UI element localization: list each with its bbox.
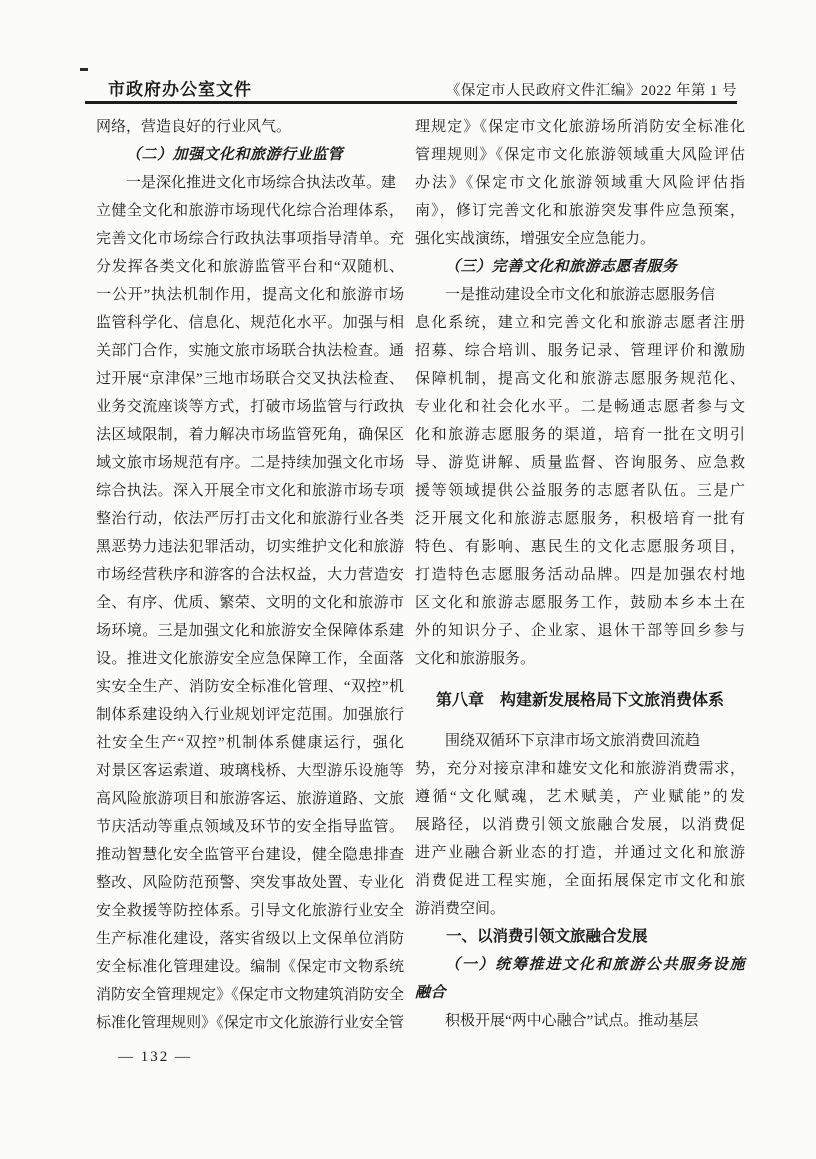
text-line: 安全标准化管理建设。编制《保定市文物系统 — [96, 959, 404, 975]
text-line: 设。推进文化旅游安全应急保障工作，全面落 — [96, 651, 404, 667]
text-line: 围绕双循环下京津市场文旅消费回流趋 — [445, 733, 701, 749]
text-line: 南》，修订完善文化和旅游突发事件应急预案， — [415, 203, 745, 219]
left-column — [96, 113, 404, 1037]
text-line: 理规定》《保定市文化旅游场所消防安全标准化 — [415, 119, 745, 135]
text-line: 完善文化市场综合行政执法事项指导清单。充 — [96, 231, 404, 247]
scan-artifact — [80, 68, 88, 71]
text-line: 强化实战演练，增强安全应急能力。 — [415, 231, 656, 247]
text-line: 管理规则》《保定市文化旅游领域重大风险评估 — [415, 147, 745, 163]
text-line: 区文化和旅游志愿服务工作，鼓励本乡本土在 — [415, 595, 745, 611]
text-line: 文化和旅游服务。 — [415, 651, 536, 667]
text-line: 一是推动建设全市文化和旅游志愿服务信 — [445, 287, 716, 303]
text-line: 援等领域提供公益服务的志愿者队伍。三是广 — [415, 483, 745, 499]
text-line: 势，充分对接京津和雄安文化和旅游消费需求， — [415, 761, 745, 777]
text-line: 节庆活动等重点领域及环节的安全指导监管。 — [96, 819, 404, 835]
text-line: 制体系建设纳入行业规划评定范围。加强旅行 — [96, 707, 404, 723]
text-line: 法区域限制，着力解决市场监管死角，确保区 — [96, 427, 404, 443]
header-divider — [85, 101, 737, 104]
text-line: 一公开”执法机制作用，提高文化和旅游市场 — [96, 287, 404, 303]
text-line: 整治行动，依法严厉打击文化和旅游行业各类 — [96, 511, 404, 527]
text-line: 域文旅市场规范有序。二是持续加强文化市场 — [96, 455, 404, 471]
text-line: 场环境。三是加强文化和旅游安全保障体系建 — [96, 623, 404, 639]
text-line: 特色、有影响、惠民生的文化志愿服务项目， — [415, 539, 745, 555]
text-line: 一是深化推进文化市场综合执法改革。建 — [126, 175, 397, 191]
text-line: （一）统筹推进文化和旅游公共服务设施 — [445, 957, 745, 973]
text-line: （三）完善文化和旅游志愿者服务 — [445, 259, 678, 275]
text-line: 保障机制，提高文化和旅游志愿服务规范化、 — [415, 371, 745, 387]
text-line: 关部门合作，实施文旅市场联合执法检查。通 — [96, 343, 404, 359]
text-line: 一、以消费引领文旅融合发展 — [446, 928, 648, 945]
text-line: 实安全生产、消防安全标准化管理、“双控”机 — [96, 679, 404, 695]
text-line: 外的知识分子、企业家、退休干部等回乡参与 — [415, 623, 745, 639]
text-line: 融合 — [415, 985, 447, 1001]
header-left-title: 市政府办公室文件 — [108, 80, 252, 99]
text-line: 对景区客运索道、玻璃栈桥、大型游乐设施等 — [96, 763, 404, 779]
text-line: 市场经营秩序和游客的合法权益，大力营造安 — [96, 567, 404, 583]
text-line: 消费促进工程实施，全面拓展保定市文化和旅 — [415, 873, 745, 889]
text-line: 社安全生产“双控”机制体系健康运行，强化 — [96, 735, 404, 751]
text-line: 展路径，以消费引领文旅融合发展，以消费促 — [415, 817, 745, 833]
text-line: 游消费空间。 — [415, 901, 506, 917]
text-line: 第八章 构建新发展格局下文旅消费体系 — [435, 692, 724, 709]
text-line: 监管科学化、信息化、规范化水平。加强与相 — [96, 315, 404, 331]
text-line: 专业化和社会化水平。二是畅通志愿者参与文 — [415, 399, 745, 415]
text-line: 安全救援等防控体系。引导文化旅游行业安全 — [96, 903, 404, 919]
text-line: （二）加强文化和旅游行业监管 — [126, 147, 344, 163]
text-line: 立健全文化和旅游市场现代化综合治理体系， — [96, 203, 404, 219]
text-line: 办法》《保定市文化旅游领域重大风险评估指 — [415, 175, 745, 191]
text-line: 遵循“文化赋魂，艺术赋美，产业赋能”的发 — [415, 789, 745, 805]
text-line: 消防安全管理规定》《保定市文物建筑消防安全 — [96, 987, 404, 1003]
text-line: 全、有序、优质、繁荣、文明的文化和旅游市 — [96, 595, 404, 611]
text-line: 泛开展文化和旅游志愿服务，积极培育一批有 — [415, 511, 745, 527]
text-line: 导、游览讲解、质量监督、咨询服务、应急救 — [415, 455, 745, 471]
text-line: 积极开展“两中心融合”试点。推动基层 — [445, 1013, 699, 1029]
text-line: 网络，营造良好的行业风气。 — [96, 119, 292, 135]
text-line: 进产业融合新业态的打造，并通过文化和旅游 — [415, 845, 745, 861]
text-line: 息化系统，建立和完善文化和旅游志愿者注册 — [415, 315, 745, 331]
text-line: 过开展“京津保”三地市场联合交叉执法检查、 — [96, 371, 404, 387]
text-line: 综合执法。深入开展全市文化和旅游市场专项 — [96, 483, 404, 499]
text-line: 业务交流座谈等方式，打破市场监管与行政执 — [96, 399, 404, 415]
right-column — [415, 113, 745, 1035]
text-line: 整改、风险防范预警、突发事故处置、专业化 — [96, 875, 404, 891]
text-line: 招募、综合培训、服务记录、管理评价和激励 — [415, 343, 745, 359]
text-line: 打造特色志愿服务活动品牌。四是加强农村地 — [415, 567, 745, 583]
page-number: — 132 — — [118, 1049, 192, 1065]
text-line: 分发挥各类文化和旅游监管平台和“双随机、 — [96, 259, 404, 275]
text-line: 生产标准化建设，落实省级以上文保单位消防 — [96, 931, 404, 947]
text-line: 化和旅游志愿服务的渠道，培育一批在文明引 — [415, 427, 745, 443]
text-line: 高风险旅游项目和旅游客运、旅游道路、文旅 — [96, 791, 404, 807]
header-right-title: 《保定市人民政府文件汇编》2022 年第 1 号 — [445, 83, 737, 99]
text-line: 标准化管理规则》《保定市文化旅游行业安全管 — [96, 1015, 404, 1031]
text-line: 黑恶势力违法犯罪活动，切实维护文化和旅游 — [96, 539, 404, 555]
text-line: 推动智慧化安全监管平台建设，健全隐患排查 — [96, 847, 404, 863]
